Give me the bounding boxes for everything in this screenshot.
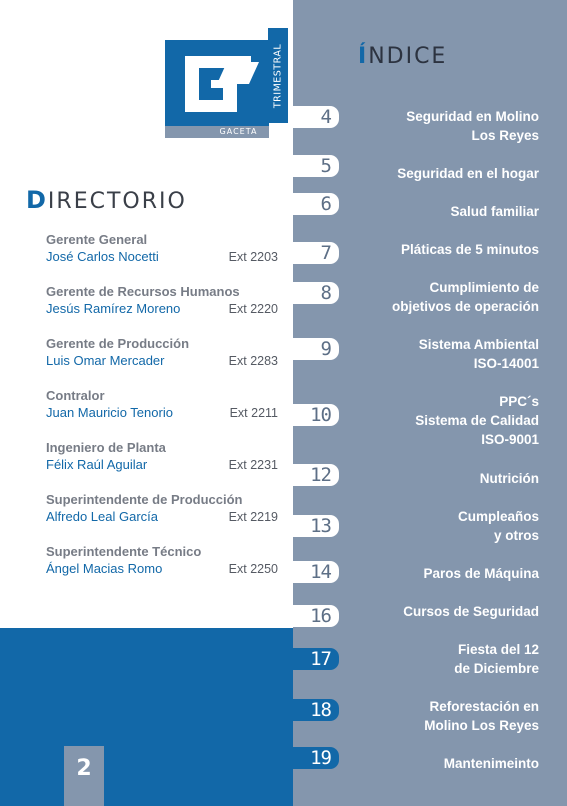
- index-entry: [339, 202, 539, 221]
- index-page-tab: [293, 648, 339, 670]
- directory-role: Contralor: [46, 388, 105, 403]
- index-entry-line: Sistema Ambiental: [418, 337, 539, 352]
- index-entry-line: de Diciembre: [454, 661, 539, 676]
- directory-ext: Ext 2231: [228, 458, 278, 472]
- directory-entry: [46, 544, 282, 578]
- directory-role: Gerente General: [46, 232, 148, 247]
- directory-role: Superintendente de Producción: [46, 492, 243, 507]
- index-entry-line: Pláticas de 5 minutos: [400, 242, 539, 257]
- index-page-tab: [293, 155, 339, 177]
- directory-ext: Ext 2283: [228, 354, 278, 368]
- index-page-number: 18: [310, 699, 331, 721]
- directory-name: Juan Mauricio Tenorio: [46, 405, 173, 420]
- index-page-number: 9: [320, 338, 331, 360]
- directory-name: Alfredo Leal García: [46, 509, 159, 524]
- directory-ext: Ext 2220: [228, 302, 278, 316]
- index-entry-line: Cumpleaños: [457, 509, 539, 524]
- index-page-tab: [293, 404, 339, 426]
- page-number: 2: [76, 756, 92, 781]
- index-entry: [339, 107, 539, 145]
- index-entry-line: y otros: [493, 528, 539, 543]
- index-page-tab: [293, 605, 339, 627]
- directory-entry: [46, 388, 282, 422]
- index-entry-line: Seguridad en Molino: [406, 109, 539, 124]
- index-page-tab: [293, 282, 339, 304]
- directorio-title-rest: IRECTORIO: [47, 189, 187, 214]
- index-page-tab: [293, 242, 339, 264]
- index-page-number: 12: [310, 464, 331, 486]
- directory-ext: Ext 2250: [228, 562, 278, 576]
- index-entry: [339, 602, 539, 621]
- index-page-tab: [293, 464, 339, 486]
- index-entry-line: Paros de Máquina: [423, 566, 539, 581]
- index-page-tab: [293, 747, 339, 769]
- directory-entry: [46, 492, 282, 526]
- directory-ext: Ext 2203: [228, 250, 278, 264]
- directory-ext: Ext 2219: [228, 510, 278, 524]
- index-entry-line: PPC´s: [499, 394, 539, 409]
- index-page-number: 10: [310, 404, 331, 426]
- directory-entry: [46, 440, 282, 474]
- trimestral-label-box: [268, 28, 288, 123]
- index-entry-line: ISO-14001: [473, 356, 539, 371]
- directory-entry: [46, 232, 282, 266]
- index-page-tab: [293, 699, 339, 721]
- index-entry-line: Molino Los Reyes: [424, 718, 539, 733]
- index-entry-line: Mantenimeinto: [443, 756, 539, 771]
- index-entry-line: Cumplimiento de: [429, 280, 539, 295]
- index-page-number: 17: [310, 648, 331, 670]
- index-page-tab: [293, 338, 339, 360]
- index-entry: [339, 392, 539, 449]
- directory-name: Jesús Ramírez Moreno: [46, 301, 181, 316]
- index-entry-line: Nutrición: [479, 471, 539, 486]
- index-entry: [339, 507, 539, 545]
- bottom-blue-block: [0, 628, 293, 806]
- index-page-number: 5: [320, 155, 331, 177]
- index-entry: [339, 640, 539, 678]
- index-page-number: 19: [310, 747, 331, 769]
- directory-name: Luis Omar Mercader: [46, 353, 165, 368]
- index-page-tab: [293, 193, 339, 215]
- directory-role: Superintendente Técnico: [46, 544, 202, 559]
- directory-ext: Ext 2211: [229, 406, 278, 420]
- gaceta-logo: [165, 28, 285, 138]
- index-entry: [339, 335, 539, 373]
- index-entry-line: Sistema de Calidad: [415, 413, 539, 428]
- directorio-title-initial: D: [26, 186, 48, 214]
- directorio-title: [26, 186, 187, 214]
- trimestral-label: TRIMESTRAL: [272, 43, 284, 108]
- index-entry: [339, 240, 539, 259]
- index-entry-line: Seguridad en el hogar: [397, 166, 539, 181]
- directory-entry: [46, 336, 282, 370]
- directory-entry: [46, 284, 282, 318]
- directory-name: José Carlos Nocetti: [46, 249, 159, 264]
- indice-title: [358, 44, 447, 69]
- index-entry: [339, 564, 539, 583]
- directory-role: Ingeniero de Planta: [46, 440, 166, 455]
- index-entry-line: Reforestación en: [429, 699, 539, 714]
- index-entry-line: ISO-9001: [481, 432, 539, 447]
- index-entry: [339, 469, 539, 488]
- index-entry-line: Cursos de Seguridad: [403, 604, 539, 619]
- index-page-number: 6: [320, 193, 331, 215]
- index-page-tab: [293, 561, 339, 583]
- directory-name: Félix Raúl Aguilar: [46, 457, 148, 472]
- index-entry-line: Fiesta del 12: [457, 642, 539, 657]
- index-entry: [339, 164, 539, 183]
- directory-role: Gerente de Producción: [46, 336, 190, 351]
- index-entry-line: Los Reyes: [471, 128, 539, 143]
- index-page-number: 14: [310, 561, 331, 583]
- index-page-number: 16: [310, 605, 331, 627]
- index-page-number: 4: [320, 106, 331, 128]
- index-page-number: 13: [310, 515, 331, 537]
- index-entry-line: objetivos de operación: [391, 299, 539, 314]
- index-page-tab: [293, 106, 339, 128]
- directory-name: Ángel Macias Romo: [46, 561, 163, 576]
- directory-role: Gerente de Recursos Humanos: [46, 284, 240, 299]
- index-entry: [339, 697, 539, 735]
- index-page-tab: [293, 515, 339, 537]
- gaceta-label: GACETA: [219, 127, 258, 136]
- indice-title-initial: Í: [358, 44, 369, 69]
- indice-title-rest: NDICE: [368, 44, 448, 69]
- index-page-number: 8: [320, 282, 331, 304]
- index-entry-line: Salud familiar: [450, 204, 539, 219]
- index-entry: [339, 278, 539, 316]
- index-page-number: 7: [320, 242, 331, 264]
- index-entry: [339, 754, 539, 773]
